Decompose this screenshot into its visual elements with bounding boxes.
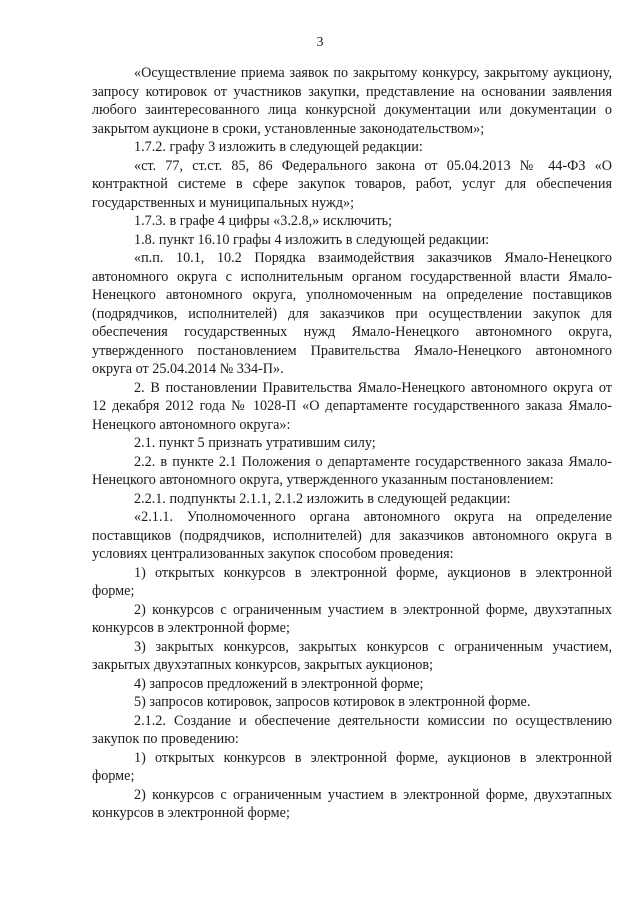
list-item: 1) открытых конкурсов в электронной форме, аукционов в электронной форме;: [92, 749, 612, 784]
paragraph: «Осуществление приема заявок по закрытому конкурсу, закрытому аукциону, запросу котировок от участников закупки, представление на основании заявления любого заинтересованного лица конкурсной документации или документации о закрытом аукционе в сроки, установленные законодательством»;: [92, 65, 612, 137]
document-body: [92, 64, 612, 823]
paragraph: «ст. 77, ст.ст. 85, 86 Федерального закона от 05.04.2013 № 44-ФЗ «О контрактной системе в сфере закупок товаров, работ, услуг для обеспечения государственных и муниципальных нужд»;: [92, 157, 612, 211]
page-number: 3: [316, 35, 324, 50]
paragraph: 1.7.3. в графе 4 цифры «3.2.8,» исключить;: [134, 213, 393, 229]
paragraph: «2.1.1. Уполномоченного органа автономного округа на определение поставщиков (подрядчиков, исполнителей) для заказчиков автономного округа в условиях централизованных закупок способом проведения:: [92, 509, 612, 562]
list-item: 5) запросов котировок, запросов котировок в электронной форме.: [134, 694, 531, 710]
paragraph: 2.2. в пункте 2.1 Положения о департаменте государственного заказа Ямало-Ненецкого автономного округа, утвержденного указанным постановлением:: [92, 453, 612, 488]
list-item: 3) закрытых конкурсов, закрытых конкурсов с ограниченным участием, закрытых двухэтапных конкурсов, закрытых аукционов;: [92, 638, 612, 673]
list-item: 2) конкурсов с ограниченным участием в электронной форме, двухэтапных конкурсов в электронной форме;: [92, 786, 612, 821]
list-item: 1) открытых конкурсов в электронной форме, аукционов в электронной форме;: [92, 564, 612, 599]
list-item: 2) конкурсов с ограниченным участием в электронной форме, двухэтапных конкурсов в электронной форме;: [92, 601, 612, 636]
paragraph: 2.1. пункт 5 признать утратившим силу;: [134, 435, 376, 451]
paragraph: 2.2.1. подпункты 2.1.1, 2.1.2 изложить в следующей редакции:: [134, 490, 511, 507]
paragraph: 1.7.2. графу 3 изложить в следующей редакции:: [134, 139, 423, 155]
paragraph: «п.п. 10.1, 10.2 Порядка взаимодействия заказчиков Ямало-Ненецкого автономного округа с исполнительным органом государственной власти Ямало-Ненецкого автономного округа, уполномоченным на определение поставщиков (подрядчиков, исполнителей) для заказчиков при осуществлении закупок для обеспечения государственных нужд Ямало-Ненецкого автономного округа, утвержденного постановлением Правительства Ямало-Ненецкого автономного округа от 25.04.2014 № 334-П».: [92, 250, 612, 377]
paragraph: 2. В постановлении Правительства Ямало-Ненецкого автономного округа от 12 декабря 2012 года № 1028-П «О департаменте государственного заказа Ямало-Ненецкого автономного округа»:: [92, 379, 612, 433]
list-item: 4) запросов предложений в электронной форме;: [134, 675, 424, 692]
paragraph: 2.1.2. Создание и обеспечение деятельности комиссии по осуществлению закупок по проведению:: [92, 712, 612, 747]
paragraph: 1.8. пункт 16.10 графы 4 изложить в следующей редакции:: [134, 231, 490, 248]
